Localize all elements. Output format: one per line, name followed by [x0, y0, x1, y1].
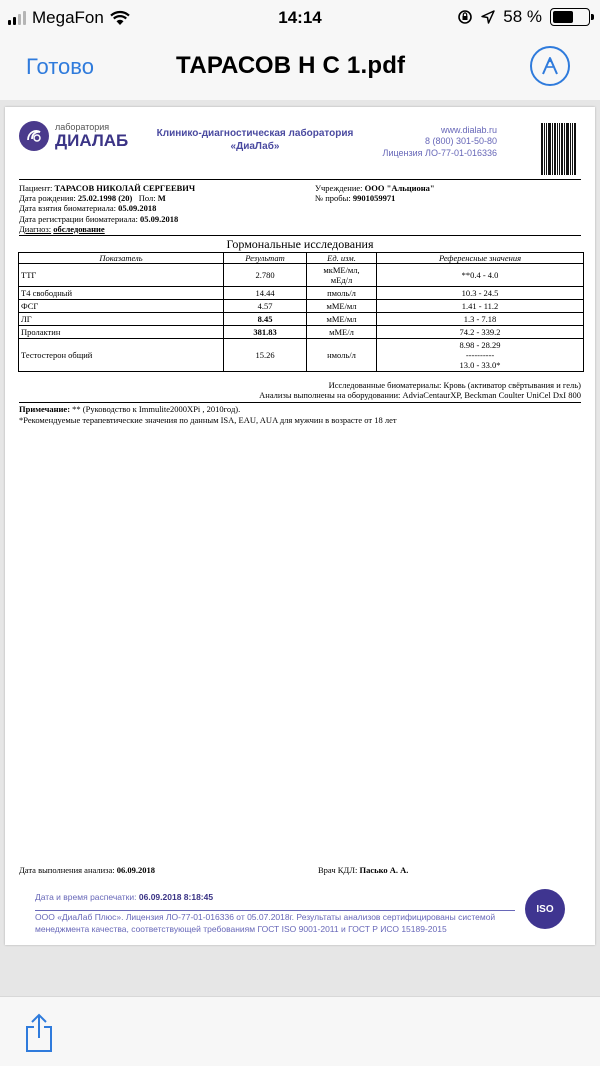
results-table [18, 252, 584, 372]
row-unit: мМЕ/л [307, 326, 377, 339]
barcode [541, 123, 581, 175]
markup-pen-icon [539, 55, 561, 77]
row-result: 15.26 [224, 339, 307, 372]
barcode-bar [572, 123, 573, 175]
row-reference [377, 339, 584, 372]
print-value: 06.09.2018 8:18:45 [138, 892, 214, 902]
sex-label: Пол: [138, 193, 156, 204]
table-row [19, 313, 584, 326]
sex-value: М [157, 193, 166, 204]
pdf-page [5, 107, 595, 945]
biomaterial-note: Исследованные биоматериалы: Кровь (активатор свёртывания и гель) [328, 380, 581, 390]
barcode-bar [554, 123, 556, 175]
patient-name: ТАРАСОВ НИКОЛАЙ СЕРГЕЕВИЧ [54, 183, 196, 193]
lab-name-line: Клинико-диагностическая лаборатория [156, 128, 354, 139]
barcode-bar [557, 123, 558, 175]
barcode-bar [566, 123, 569, 175]
barcode-bar [570, 123, 571, 175]
markup-button[interactable] [530, 46, 570, 86]
lab-logo [19, 121, 128, 151]
pdf-viewer[interactable] [0, 100, 600, 996]
equipment-note: Анализы выполнены на оборудовании: AdviaCentaurXP, Beckman Coulter UniCel DxI 800 [259, 390, 581, 400]
completed-label: Дата выполнения анализа: [19, 865, 115, 875]
carrier-name: MegaFon [32, 8, 104, 27]
row-reference-line: 13.0 - 33.0* [459, 360, 501, 370]
logo-caption: лаборатория [55, 122, 110, 132]
header-unit: Ед. изм. [307, 253, 377, 264]
cellular-signal-icon [8, 11, 26, 25]
status-bar [0, 0, 600, 36]
clock: 14:14 [278, 8, 322, 27]
row-parameter: Пролактин [19, 326, 224, 339]
row-unit: мМЕ/мл [307, 300, 377, 313]
bottom-toolbar [0, 996, 600, 1066]
row-result: 2.780 [224, 264, 307, 287]
taken-value: 05.09.2018 [118, 203, 157, 214]
reg-label: Дата регистрации биоматериала: [19, 213, 138, 224]
doctor-label: Врач КДЛ: [318, 865, 358, 875]
orientation-lock-icon [457, 9, 473, 25]
patient-info [19, 183, 195, 234]
lab-license: Лицензия ЛО-77-01-016336 [382, 147, 497, 158]
section-title: Гормональные исследования [226, 237, 374, 251]
row-parameter: ФСГ [19, 300, 224, 313]
row-parameter: Тестостерон общий [19, 339, 224, 372]
completed-value: 06.09.2018 [116, 865, 155, 875]
certification-line: менеджмента качества, соответствующей требованиям ГОСТ ISO 9001-2011 и ГОСТ Р ИСО 15189-2015 [35, 923, 447, 934]
row-unit-line: мЕд/л [330, 275, 353, 285]
row-reference: 10.3 - 24.5 [377, 287, 584, 300]
barcode-bar [564, 123, 565, 175]
table-row [19, 300, 584, 313]
header-parameter: Показатель [19, 253, 224, 264]
row-reference: 74.2 - 339.2 [377, 326, 584, 339]
logo-wordmark: ДИАЛАБ [55, 131, 129, 150]
reg-value: 05.09.2018 [139, 213, 179, 224]
lab-contacts [365, 125, 497, 159]
row-reference: **0.4 - 4.0 [377, 264, 584, 287]
row-result: 14.44 [224, 287, 307, 300]
institution-label: Учреждение: [315, 183, 363, 193]
table-row [19, 264, 584, 287]
row-result: 8.45 [224, 313, 307, 326]
table-row [19, 287, 584, 300]
barcode-bar [548, 123, 551, 175]
certification-line: ООО «ДиаЛаб Плюс». Лицензия ЛО-77-01-016336 от 05.07.2018г. Результаты анализов сертифицированы системой [35, 911, 496, 922]
row-parameter: Т4 свободный [19, 287, 224, 300]
row-unit: нмоль/л [307, 339, 377, 372]
header-divider [19, 179, 581, 180]
notes [19, 404, 581, 426]
row-reference: 1.3 - 7.18 [377, 313, 584, 326]
table-row [19, 326, 584, 339]
doctor-value: Пасько А. А. [359, 865, 409, 875]
patient-label: Пациент: [19, 183, 53, 193]
battery-percent: 58 % [503, 7, 542, 26]
sample-info [315, 183, 435, 203]
barcode-bar [544, 123, 545, 175]
lab-phone: 8 (800) 301-50-80 [424, 136, 497, 147]
barcode-bar [546, 123, 547, 175]
row-unit: мМЕ/мл [307, 313, 377, 326]
print-info [35, 892, 495, 936]
notes-divider [19, 402, 581, 403]
row-parameter: ТТГ [19, 264, 224, 287]
barcode-bar [561, 123, 563, 175]
iso-badge-icon: ISO [525, 889, 565, 929]
lab-name [155, 127, 355, 153]
share-icon [24, 1011, 54, 1053]
barcode-bar [574, 123, 576, 175]
table-row [19, 339, 584, 372]
note-recommended: *Рекомендуемые терапевтические значения по данным ISA, EAU, AUA для мужчин в возрасте от 18 лет [19, 415, 397, 426]
location-arrow-icon [481, 10, 495, 24]
print-label: Дата и время распечатки: [35, 892, 137, 902]
diagnosis-label: Диагноз: [19, 223, 52, 234]
sample-label: № пробы: [315, 193, 351, 204]
info-divider [19, 235, 581, 236]
header-reference: Референсные значения [377, 253, 584, 264]
certification-divider [35, 910, 515, 911]
institution-value: ООО "Альциона" [364, 183, 435, 193]
note-immulite: ** (Руководство к Immulite2000XPi , 2010год). [72, 404, 241, 414]
row-unit-line: мкМЕ/мл, [323, 265, 360, 275]
row-unit [307, 264, 377, 287]
doctor [318, 865, 408, 875]
document-title: ТАРАСОВ Н С 1.pdf [176, 52, 406, 79]
row-reference: 1.41 - 11.2 [377, 300, 584, 313]
barcode-bar [541, 123, 543, 175]
share-button[interactable] [24, 1011, 54, 1053]
row-reference-line: ---------- [465, 350, 495, 360]
sample-value: 9901059971 [352, 193, 396, 204]
dialab-logo-icon [19, 121, 49, 151]
barcode-bar [559, 123, 560, 175]
wifi-icon [110, 10, 130, 26]
taken-label: Дата взятия биоматериала: [19, 203, 116, 214]
completed-date [19, 865, 155, 875]
row-unit: пмоль/л [307, 287, 377, 300]
done-button[interactable]: Готово [26, 54, 94, 79]
diagnosis-value: обследование [53, 223, 105, 234]
lab-website: www.dialab.ru [440, 125, 497, 135]
lab-name-short: «ДиаЛаб» [230, 141, 280, 152]
navigation-bar [0, 36, 600, 100]
header-result: Результат [224, 253, 307, 264]
row-result: 4.57 [224, 300, 307, 313]
row-parameter: ЛГ [19, 313, 224, 326]
battery-icon [550, 8, 590, 26]
dob-value: 25.02.1998 (20) [77, 193, 133, 204]
barcode-bar [552, 123, 553, 175]
dob-label: Дата рождения: [19, 193, 76, 204]
row-reference-line: 8.98 - 28.29 [459, 340, 501, 350]
row-result: 381.83 [224, 326, 307, 339]
note-label: Примечание: [19, 404, 71, 414]
table-header [19, 253, 584, 264]
